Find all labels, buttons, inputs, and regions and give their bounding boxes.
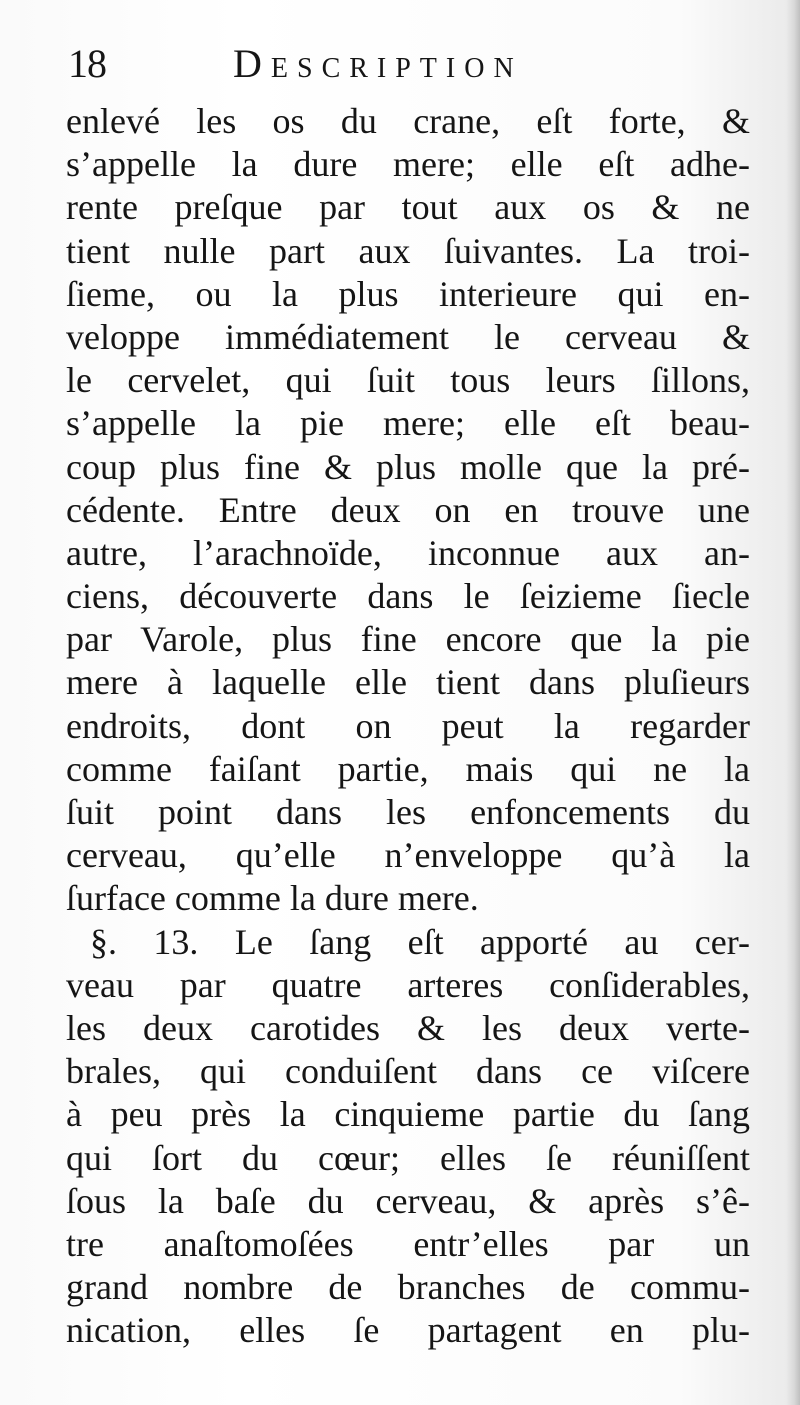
text-line: tre anaſtomoſées entr’elles par un [66, 1223, 750, 1264]
text-line: coup plus fine & plus molle que la pré- [66, 446, 750, 487]
text-line: cerveau, qu’elle n’enveloppe qu’à la [66, 835, 750, 876]
page-number: 18 [68, 41, 106, 86]
text-line: veau par quatre arteres conſiderables, [66, 964, 750, 1005]
text-line: comme faiſant partie, mais qui ne la [66, 748, 750, 789]
body-text [66, 100, 750, 1352]
text-line: s’appelle la dure mere; elle eſt adhe- [66, 144, 750, 185]
text-line: enlevé les os du crane, eſt forte, & [66, 101, 750, 141]
text-line: nication, elles ſe partagent en plu- [66, 1310, 750, 1351]
text-line: s’appelle la pie mere; elle eſt beau- [66, 403, 750, 444]
text-line: le cervelet, qui ſuit tous leurs ſillons, [66, 360, 750, 401]
text-line: rente preſque par tout aux os & ne [66, 187, 750, 228]
text-line: ciens, découverte dans le ſeizieme ſiecle [66, 576, 750, 617]
text-line: cédente. Entre deux on en trouve une [66, 489, 750, 530]
paragraph-end-line: ſurface comme la dure mere. [66, 878, 479, 919]
text-line: veloppe immédiatement le cerveau & [66, 316, 750, 357]
section-start-line: §. 13. Le ſang eſt apporté au cer- [90, 921, 750, 962]
text-line: brales, qui conduiſent dans ce viſcere [66, 1051, 750, 1092]
text-line: ſuit point dans les enfoncements du [66, 792, 750, 832]
text-line: tient nulle part aux ſuivantes. La troi- [66, 230, 750, 271]
text-line: endroits, dont on peut la regarder [66, 705, 750, 746]
text-line: à peu près la cinquieme partie du ſang [66, 1094, 750, 1135]
running-head: Description [233, 41, 523, 86]
page-header [68, 36, 768, 92]
text-line: ſous la baſe du cerveau, & après s’ê- [66, 1180, 750, 1221]
text-line: les deux carotides & les deux verte- [66, 1007, 750, 1048]
text-line: ſieme, ou la plus interieure qui en- [66, 273, 750, 314]
text-line: mere à laquelle elle tient dans pluſieurs [66, 662, 750, 703]
text-line: qui ſort du cœur; elles ſe réuniſſent [66, 1137, 750, 1178]
text-line: par Varole, plus fine encore que la pie [66, 619, 750, 660]
text-line: grand nombre de branches de commu- [66, 1267, 750, 1308]
text-line: autre, l’arachnoïde, inconnue aux an- [66, 532, 750, 573]
page-edge-shadow [786, 0, 800, 1405]
